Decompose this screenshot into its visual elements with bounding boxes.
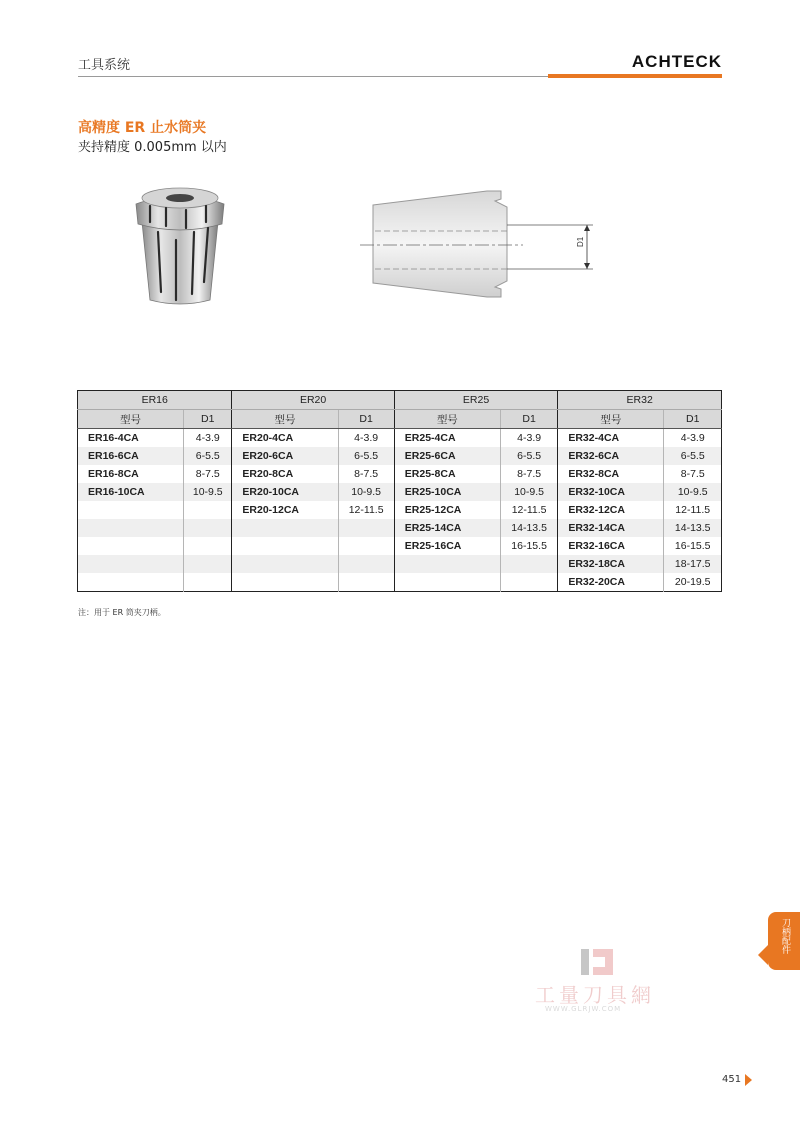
model-cell: ER25-12CA: [394, 501, 500, 519]
d1-cell: 8-7.5: [338, 465, 394, 483]
d1-cell: [184, 519, 232, 537]
model-cell: [78, 519, 184, 537]
d1-cell: 4-3.9: [184, 429, 232, 448]
column-header-model: 型号: [78, 410, 184, 429]
model-cell: [78, 501, 184, 519]
model-cell: ER32-16CA: [558, 537, 664, 555]
d1-cell: 18-17.5: [664, 555, 722, 573]
column-header-d1: D1: [664, 410, 722, 429]
page-number: 451: [722, 1074, 742, 1085]
model-cell: [394, 555, 500, 573]
d1-cell: 12-11.5: [664, 501, 722, 519]
table-row: [78, 447, 722, 465]
d1-cell: 10-9.5: [664, 483, 722, 501]
group-header: ER25: [394, 391, 558, 410]
model-cell: ER32-10CA: [558, 483, 664, 501]
d1-cell: [500, 555, 557, 573]
collet-spec-table: [77, 390, 722, 592]
d1-cell: 6-5.5: [664, 447, 722, 465]
d1-cell: [338, 555, 394, 573]
table-row: [78, 501, 722, 519]
model-cell: ER16-6CA: [78, 447, 184, 465]
group-header: ER20: [232, 391, 394, 410]
d1-cell: 10-9.5: [500, 483, 557, 501]
d1-cell: [184, 573, 232, 592]
d1-cell: [338, 519, 394, 537]
d1-cell: [184, 537, 232, 555]
model-cell: ER16-4CA: [88, 432, 139, 444]
product-title: 高精度 ER 止水筒夹: [78, 120, 207, 136]
model-cell: ER32-6CA: [558, 447, 664, 465]
model-cell: ER20-6CA: [232, 447, 338, 465]
table-row: [78, 483, 722, 501]
d1-cell: 14-13.5: [500, 519, 557, 537]
table-row: [78, 465, 722, 483]
d1-cell: 20-19.5: [664, 573, 722, 592]
d1-cell: 10-9.5: [184, 483, 232, 501]
model-cell: ER32-14CA: [558, 519, 664, 537]
model-cell: ER20-4CA: [232, 429, 338, 448]
model-cell: [232, 519, 338, 537]
d1-cell: [338, 573, 394, 592]
d1-cell: [184, 501, 232, 519]
model-cell: ER16-8CA: [88, 468, 139, 480]
product-subtitle: 夹持精度 0.005mm 以内: [78, 140, 227, 155]
model-cell: ER20-12CA: [232, 501, 338, 519]
table-row: [78, 555, 722, 573]
d1-cell: 6-5.5: [338, 447, 394, 465]
collet-technical-drawing: [355, 185, 600, 305]
d1-cell: 16-15.5: [664, 537, 722, 555]
model-cell: ER32-12CA: [558, 501, 664, 519]
model-cell: [394, 573, 500, 592]
section-title: 工具系统: [78, 58, 131, 73]
watermark-text: 工量刀具網: [535, 983, 655, 1007]
d1-cell: 4-3.9: [664, 429, 722, 448]
model-cell: ER32-4CA: [558, 429, 664, 448]
table-group-header-row: [78, 391, 722, 410]
model-cell: ER20-10CA: [232, 483, 338, 501]
table-row: [78, 519, 722, 537]
model-cell: ER16-10CA: [78, 483, 184, 501]
d1-cell: 4-3.9: [500, 429, 557, 448]
side-tab-pointer: [758, 945, 768, 965]
model-cell: ER25-10CA: [394, 483, 500, 501]
column-header-d1: D1: [184, 410, 232, 429]
d1-cell: [500, 573, 557, 592]
model-cell: ER32-8CA: [558, 465, 664, 483]
model-cell: [78, 573, 184, 592]
model-cell: ER32-20CA: [558, 573, 664, 592]
model-cell: [78, 537, 184, 555]
model-cell: ER25-8CA: [394, 465, 500, 483]
watermark-url: WWW.GLRJW.COM: [545, 1005, 622, 1013]
model-cell: ER20-8CA: [232, 465, 338, 483]
brand-logo: ACHTECK: [631, 52, 722, 71]
d1-cell: [184, 555, 232, 573]
d1-cell: 14-13.5: [664, 519, 722, 537]
d1-cell: 8-7.5: [664, 465, 722, 483]
table-row: [78, 429, 722, 448]
model-cell: ER32-18CA: [558, 555, 664, 573]
d1-cell: 16-15.5: [500, 537, 557, 555]
d1-cell: 10-9.5: [338, 483, 394, 501]
model-cell: [232, 555, 338, 573]
group-header: ER32: [558, 391, 722, 410]
column-header-model: 型号: [558, 410, 664, 429]
column-header-model: 型号: [232, 410, 338, 429]
model-cell: ER25-4CA: [394, 429, 500, 448]
d1-cell: 6-5.5: [500, 447, 557, 465]
model-cell: ER25-6CA: [394, 447, 500, 465]
d1-cell: 6-5.5: [184, 447, 232, 465]
group-header: ER16: [78, 391, 232, 410]
watermark-logo-icon: [577, 945, 617, 979]
header-accent-bar: [548, 74, 722, 78]
d1-cell: [338, 537, 394, 555]
column-header-d1: D1: [500, 410, 557, 429]
d1-cell: 12-11.5: [338, 501, 394, 519]
side-tab[interactable]: [768, 912, 800, 970]
model-cell: [232, 573, 338, 592]
next-page-arrow-icon: [745, 1074, 752, 1086]
d1-cell: 4-3.9: [338, 429, 394, 448]
model-cell: ER25-16CA: [394, 537, 500, 555]
d1-cell: 8-7.5: [500, 465, 557, 483]
d1-cell: 12-11.5: [500, 501, 557, 519]
header-rule: [78, 76, 548, 77]
d1-cell: 8-7.5: [184, 465, 232, 483]
model-cell: [78, 555, 184, 573]
model-cell: ER25-14CA: [394, 519, 500, 537]
watermark: [535, 945, 685, 1025]
collet-photo: [128, 182, 232, 306]
column-header-d1: D1: [338, 410, 394, 429]
side-tab-label: 刀柄配件: [780, 918, 790, 954]
column-header-model: 型号: [394, 410, 500, 429]
table-row: [78, 537, 722, 555]
table-column-header-row: [78, 410, 722, 429]
footnote: 注：用于 ER 筒夹刀柄。: [78, 608, 166, 617]
model-cell: [232, 537, 338, 555]
dimension-label: D1: [576, 236, 585, 247]
table-row: [78, 573, 722, 592]
